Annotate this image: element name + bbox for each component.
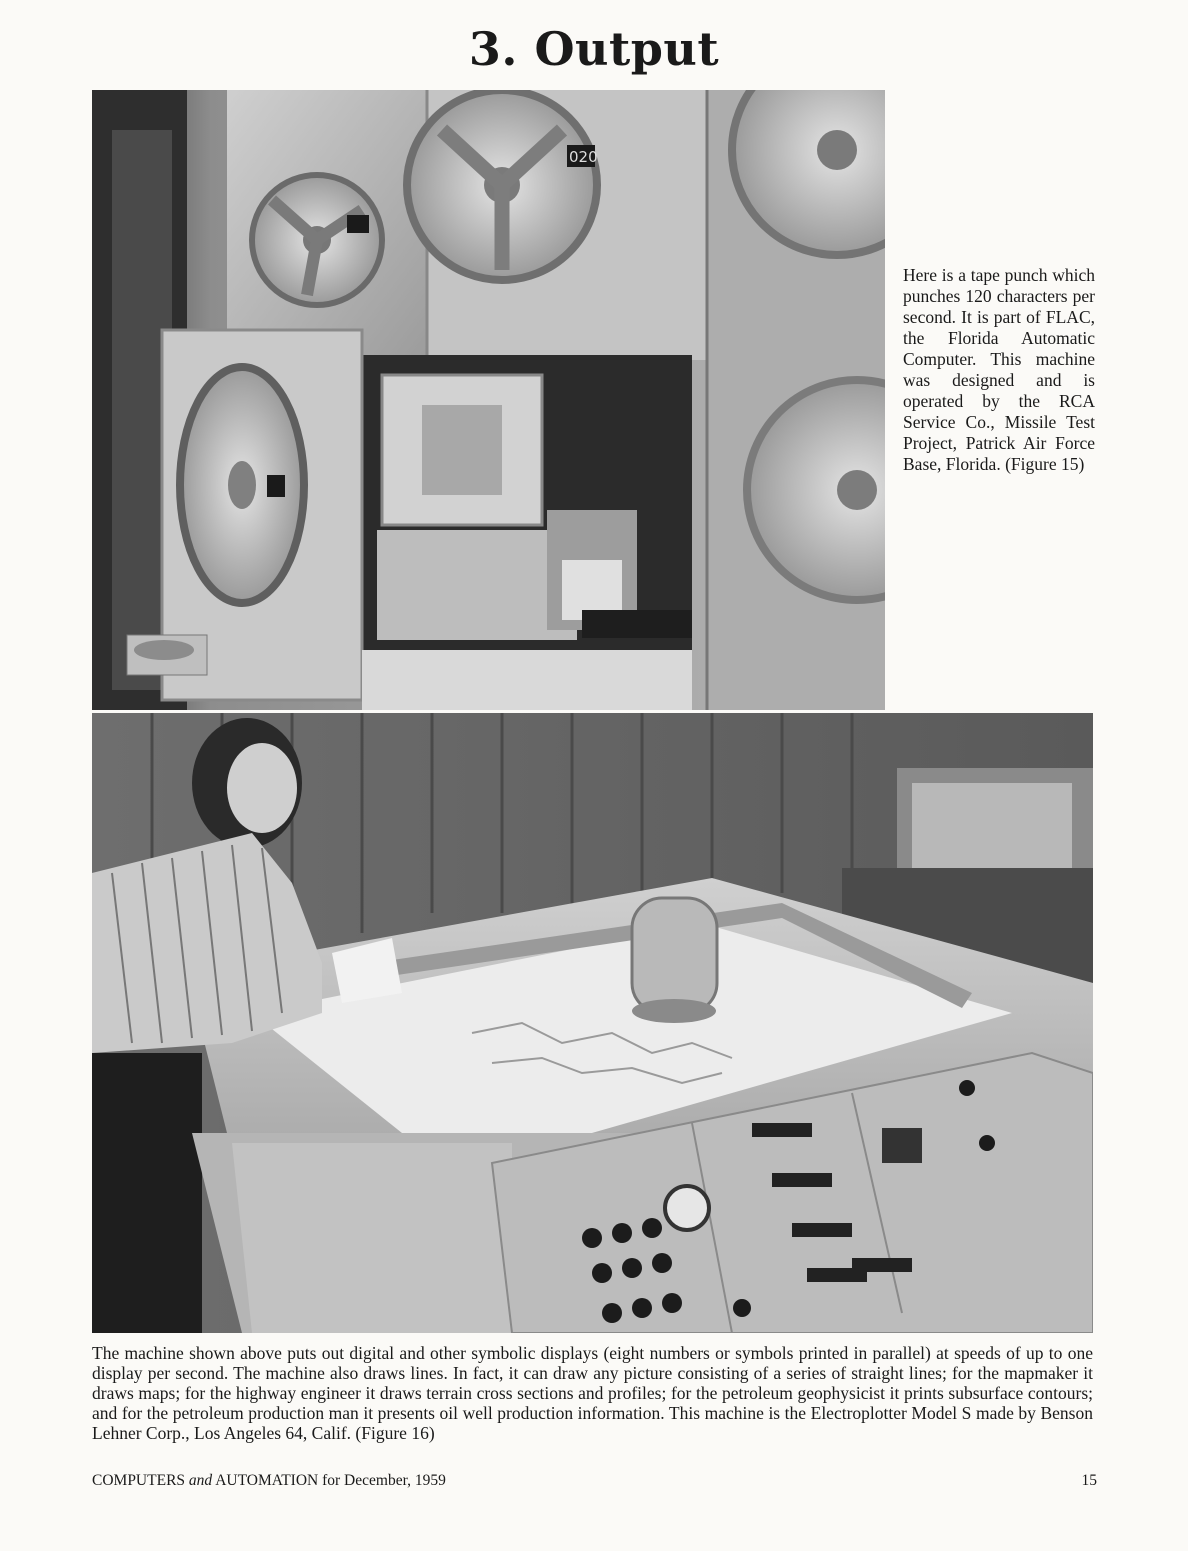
page-title: 3. Output (468, 22, 720, 76)
page-number: 15 (1081, 1472, 1097, 1489)
figure-15-caption: Here is a tape punch which punches 120 characters per second. It is part of FLAC, the Florida Automatic Computer. This machine was designed and is operated by the RCA Service Co., Missile Test Project, Patrick Air Force Base, Florida. (Figure 15) (903, 265, 1095, 474)
tape-punch-photo (92, 90, 885, 710)
figure-16-caption: The machine shown above puts out digital and other symbolic displays (eight numbers or symbols printed in parallel) at speeds of up to one display per second. The machine also draws lines. In fact, it can draw any picture consisting of a series of straight lines; for the mapmaker it draws maps; for the highway engineer it draws terrain cross sections and profiles; for the petroleum geophysicist it prints subsurface contours; and for the petroleum production man it presents oil well production information. This machine is the Electroplotter Model S made by Benson Lehner Corp., Los Angeles 64, Calif. (Figure 16) (92, 1343, 1093, 1443)
journal-name: COMPUTERS and AUTOMATION for December, 1959 (92, 1472, 446, 1489)
page-footer (92, 1472, 1097, 1494)
electroplotter-photo (92, 713, 1093, 1333)
label-020: 020 (569, 148, 598, 166)
